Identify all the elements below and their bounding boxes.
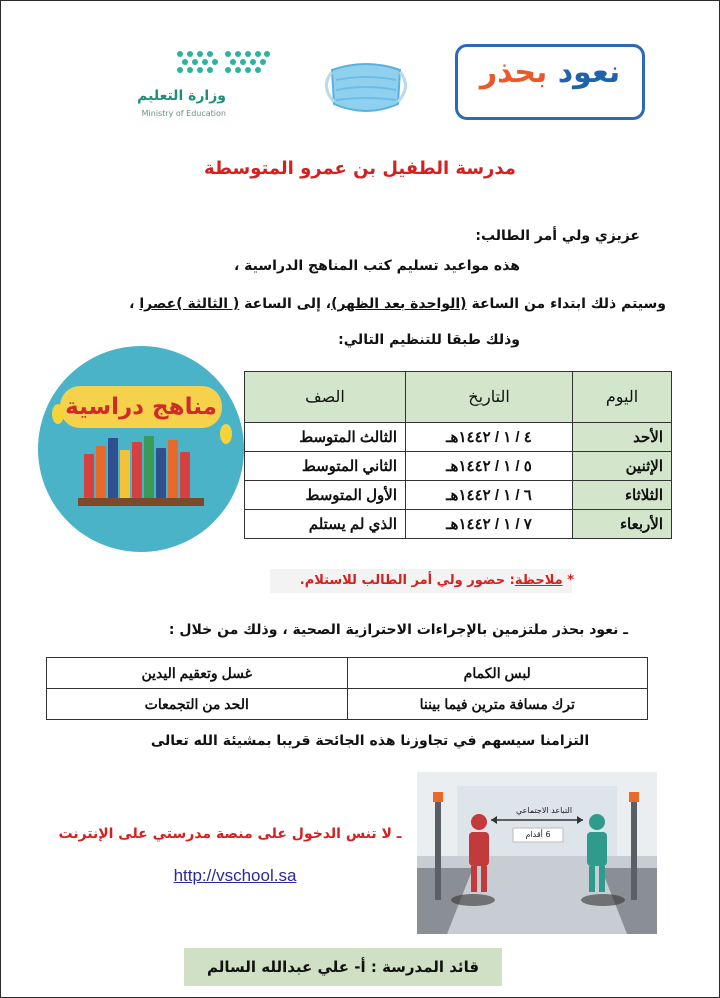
row-day: الثلاثاء <box>573 481 672 510</box>
row-date: ٥ / ١ / ١٤٤٢هـ <box>406 452 573 481</box>
intro-line-1: هذه مواعيد تسليم كتب المناهج الدراسية ، <box>233 258 520 274</box>
school-title: مدرسة الطفيل بن عمرو المتوسطة <box>204 158 516 179</box>
school-leader: قائد المدرسة : أ- علي عبدالله السالم <box>184 948 502 986</box>
intro-line-2-e: ، <box>129 296 140 312</box>
precaution-cell: ترك مسافة مترين فيما بيننا <box>347 689 648 720</box>
note-star: * <box>567 573 574 588</box>
campaign-logo <box>455 44 645 120</box>
book-icon <box>120 450 130 498</box>
precaution-cell: الحد من التجمعات <box>47 689 348 720</box>
row-date: ٧ / ١ / ١٤٤٢هـ <box>406 510 573 539</box>
note <box>300 573 574 588</box>
intro-line-2-a: وسيتم ذلك ابتداء من الساعة <box>466 296 666 312</box>
book-icon <box>168 440 178 498</box>
precaution-cell: غسل وتعقيم اليدين <box>47 658 348 689</box>
shelf <box>78 498 204 506</box>
intro-line-2-c: ، إلى الساعة <box>239 296 332 312</box>
distance-feet: 6 أقدام <box>525 830 551 839</box>
precautions-intro: ـ نعود بحذر ملتزمين بالإجراءات الاحترازية الصحية ، وذلك من خلال : <box>168 622 628 638</box>
campaign-word-1: نعود <box>557 55 621 90</box>
intro-time-end: ( الثالثة )عصرا <box>139 296 240 312</box>
ministry-name-en: Ministry of Education <box>141 109 226 118</box>
book-icon <box>84 454 94 498</box>
precaution-cell: لبس الكمام <box>347 658 648 689</box>
precautions-table <box>46 657 648 720</box>
bulb-icon <box>220 424 232 444</box>
note-label: ملاحظة <box>514 573 563 588</box>
book-icon <box>156 448 166 498</box>
ministry-name-ar: وزارة التعليم <box>137 88 226 104</box>
curriculum-illustration <box>38 346 244 552</box>
table-row <box>245 452 672 481</box>
row-grade: الثاني المتوسط <box>245 452 406 481</box>
header-day: اليوم <box>573 372 672 423</box>
row-date: ٤ / ١ / ١٤٤٢هـ <box>406 423 573 452</box>
row-grade: الذي لم يستلم <box>245 510 406 539</box>
platform-reminder: ـ لا تنس الدخول على منصة مدرستي على الإنترنت <box>58 826 402 842</box>
book-icon <box>180 452 190 498</box>
vschool-link[interactable]: http://vschool.sa <box>173 866 297 885</box>
curriculum-banner: مناهج دراسية <box>60 386 222 428</box>
schedule-table <box>244 371 672 539</box>
row-day: الأربعاء <box>573 510 672 539</box>
row-day: الإثنين <box>573 452 672 481</box>
bulb-icon <box>52 404 64 424</box>
intro-time-start: (الواحدة بعد الظهر) <box>331 296 467 312</box>
header-date: التاريخ <box>406 372 573 423</box>
schedule-header-row <box>245 372 672 423</box>
header-grade: الصف <box>245 372 406 423</box>
table-row <box>245 481 672 510</box>
note-text: : حضور ولي أمر الطالب للاستلام. <box>299 573 515 588</box>
campaign-word-2: بحذر <box>479 55 548 90</box>
intro-line-2 <box>129 296 666 312</box>
greeting: عزيزي ولي أمر الطالب: <box>475 228 640 244</box>
table-row <box>47 689 648 720</box>
social-distancing-illustration <box>417 772 657 934</box>
closing-line: التزامنا سيسهم في تجاوزنا هذه الجائحة قريبا بمشيئة الله تعالى <box>150 733 590 749</box>
distancing-label: التباعد الاجتماعي <box>515 806 573 815</box>
table-row <box>245 510 672 539</box>
table-row <box>47 658 648 689</box>
ministry-logo-icon <box>172 48 272 80</box>
table-row <box>245 423 672 452</box>
row-grade: الأول المتوسط <box>245 481 406 510</box>
book-icon <box>96 446 106 498</box>
intro-line-3: وذلك طبقا للتنظيم التالي: <box>338 332 520 348</box>
row-grade: الثالث المتوسط <box>245 423 406 452</box>
social-distancing-icon <box>417 772 657 934</box>
book-icon <box>144 436 154 498</box>
row-day: الأحد <box>573 423 672 452</box>
book-icon <box>108 438 118 498</box>
face-mask-icon <box>318 52 414 124</box>
row-date: ٦ / ١ / ١٤٤٢هـ <box>406 481 573 510</box>
book-icon <box>132 442 142 498</box>
